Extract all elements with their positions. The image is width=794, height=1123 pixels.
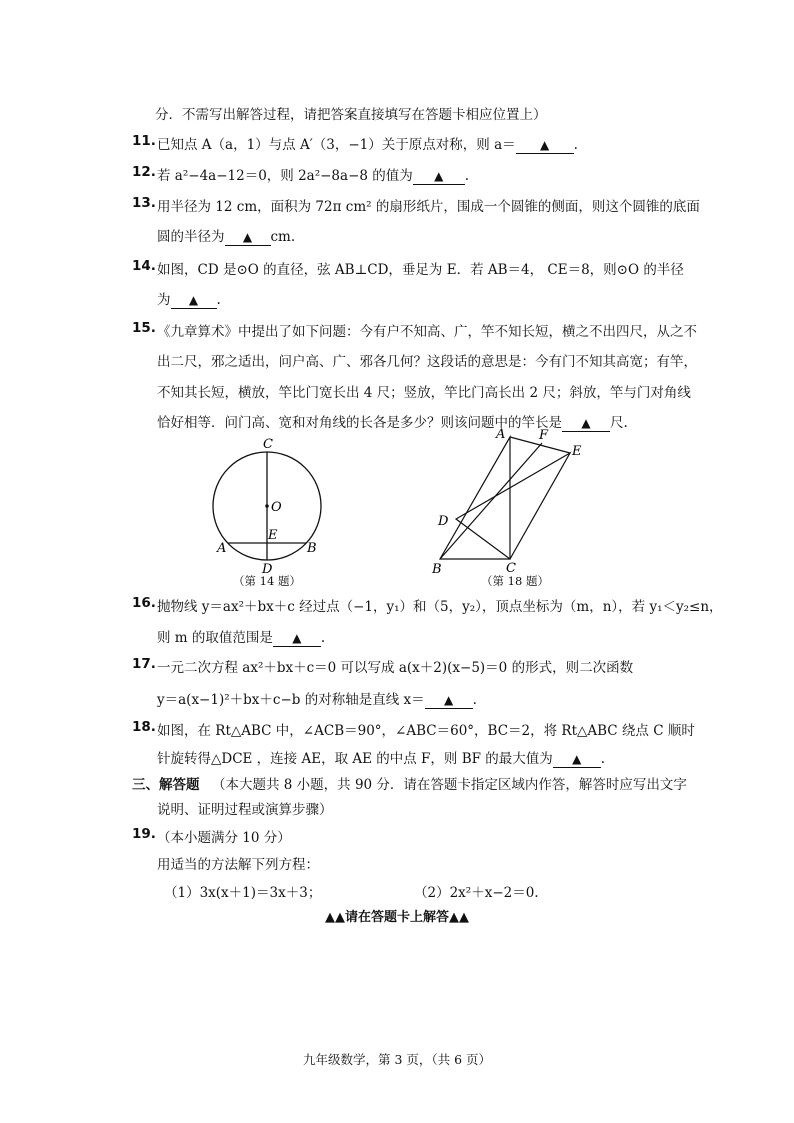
q13-line1: 用半径为 12 cm，面积为 72π cm² 的扇形纸片，围成一个圆锥的侧面，则这个圆锥的底面 xyxy=(157,199,700,215)
triangle-icon: ▲ xyxy=(292,631,302,645)
label-b: B xyxy=(307,541,317,556)
q16-blank xyxy=(273,630,321,647)
q13-tail: cm. xyxy=(270,229,296,245)
q19-instruction: 用适当的方法解下列方程： xyxy=(157,857,319,873)
q12-stem: 若 a²−4a−12＝0，则 2a²−8a−8 的值为 xyxy=(157,168,413,184)
q18-tail: . xyxy=(600,751,606,767)
label-d: D xyxy=(438,514,449,529)
label-c: C xyxy=(263,437,273,452)
q18-line2 xyxy=(157,747,605,768)
center-point xyxy=(265,504,269,508)
q17-blank xyxy=(425,692,473,709)
q15-tail: 尺. xyxy=(610,415,628,431)
figure-14 xyxy=(205,435,335,587)
q13-number: 13. xyxy=(132,195,156,211)
q19-part1: （1）3x(x＋1)＝3x＋3； xyxy=(164,885,322,901)
q13-line2 xyxy=(157,225,295,246)
figure14-caption: （第 14 题） xyxy=(233,574,301,588)
triangle-icon: ▲ xyxy=(242,230,253,244)
triangle-dce xyxy=(456,453,570,559)
triangle-icon: ▲ xyxy=(572,752,582,766)
q11-tail: . xyxy=(573,137,578,153)
q11-stem: 已知点 A（a，1）与点 A′（3，−1）关于原点对称，则 a＝ xyxy=(157,137,516,153)
label-a: A xyxy=(217,541,227,556)
q19-number: 19. xyxy=(132,826,156,842)
q12-blank xyxy=(413,168,465,185)
q16-line1: 抛物线 y＝ax²＋bx＋c 经过点（−1，y₁）和（5，y₂），顶点坐标为（m，n），若 y₁＜y₂≤n， xyxy=(157,599,723,615)
q18-line2-pre: 针旋转得△DCE ，连接 AE，取 AE 的中点 F，则 BF 的最大值为 xyxy=(157,751,553,767)
section3-line2: 说明、证明过程或演算步骤） xyxy=(157,802,333,818)
q14-blank xyxy=(171,292,217,309)
q13-line2-pre: 圆的半径为 xyxy=(157,229,225,245)
q11-number: 11. xyxy=(132,133,156,149)
q13-blank xyxy=(225,229,271,246)
q14-line2-pre: 为 xyxy=(157,292,171,308)
q16-tail: . xyxy=(320,630,326,646)
figure-18 xyxy=(430,425,590,577)
triangle-icon: ▲ xyxy=(188,293,199,307)
triangle-icon: ▲ xyxy=(540,138,550,152)
q15-line4-pre: 恰好相等．问门高、宽和对角线的长各是多少？则该问题中的竿长是 xyxy=(157,415,562,431)
q14-number: 14. xyxy=(132,258,156,274)
q17-line2-pre: y＝a(x−1)²＋bx＋c−b 的对称轴是直线 x＝ xyxy=(157,692,425,708)
triangle-abc xyxy=(440,437,510,559)
q15-number: 15. xyxy=(132,320,156,336)
q17-tail: . xyxy=(472,692,477,708)
q15-line2: 出二尺，邪之适出，问户高、广、邪各几何？这段话的意思是：今有门不知其高宽；有竿， xyxy=(157,354,697,370)
q16-line2 xyxy=(157,626,325,647)
q12-tail: . xyxy=(464,168,470,184)
page-footer: 九年级数学，第 3 页，（共 6 页） xyxy=(302,1052,492,1067)
triangle-icon: ▲ xyxy=(434,169,444,183)
triangle-icon: ▲ xyxy=(581,416,591,430)
q11-blank xyxy=(516,137,574,154)
q14-line1: 如图，CD 是⊙O 的直径，弦 AB⊥CD，垂足为 E．若 AB＝4， CE＝8，则⊙O 的半径 xyxy=(157,262,684,278)
q15-line1: 《九章算术》中提出了如下问题：今有户不知高、广，竿不知长短，横之不出四尺，从之不 xyxy=(157,324,697,340)
figure18-caption: （第 18 题） xyxy=(481,574,549,588)
q19-part2: （2）2x²＋x−2＝0. xyxy=(414,885,539,901)
label-e: E xyxy=(572,444,582,459)
q18-line1: 如图，在 Rt△ABC 中，∠ACB＝90°，∠ABC＝60°，BC＝2，将 Rt△ABC 绕点 C 顺时 xyxy=(157,723,695,739)
q18-blank xyxy=(553,751,601,768)
q17-line2 xyxy=(157,688,477,709)
q17-number: 17. xyxy=(132,656,156,672)
segment-bf xyxy=(440,443,542,559)
label-a: A xyxy=(496,427,506,442)
label-o: O xyxy=(271,500,282,515)
label-d: D xyxy=(262,562,273,577)
label-c: C xyxy=(506,561,516,576)
q18-number: 18. xyxy=(132,719,156,735)
label-e: E xyxy=(268,528,278,543)
label-b: B xyxy=(432,562,442,577)
q19-title: （本小题满分 10 分） xyxy=(157,830,291,846)
q14-tail: . xyxy=(216,292,221,308)
triangle-icon: ▲ xyxy=(443,693,454,707)
label-f: F xyxy=(539,428,549,443)
intro-line: 分．不需写出解答过程，请把答案直接填写在答题卡相应位置上） xyxy=(155,107,547,123)
section3-heading: 三、解答题 xyxy=(132,777,200,793)
q16-line2-pre: 则 m 的取值范围是 xyxy=(157,630,273,646)
q14-line2 xyxy=(157,288,221,309)
q17-line1: 一元二次方程 ax²＋bx＋c＝0 可以写成 a(x＋2)(x−5)＝0 的形式，则二次函数 xyxy=(157,660,634,676)
q16-number: 16. xyxy=(132,595,156,611)
q12-text xyxy=(157,164,469,185)
section3-text: （本大题共 8 小题，共 90 分．请在答题卡指定区域内作答，解答时应写出文字 xyxy=(212,777,687,793)
q15-line3: 不知其长短，横放，竿比门宽长出 4 尺；竖放，竿比门高长出 2 尺；斜放，竿与门对角线 xyxy=(157,385,691,401)
q11-text xyxy=(157,133,578,154)
q12-number: 12. xyxy=(132,164,156,180)
answer-note: ▲▲请在答题卡上解答▲▲ xyxy=(325,910,469,925)
